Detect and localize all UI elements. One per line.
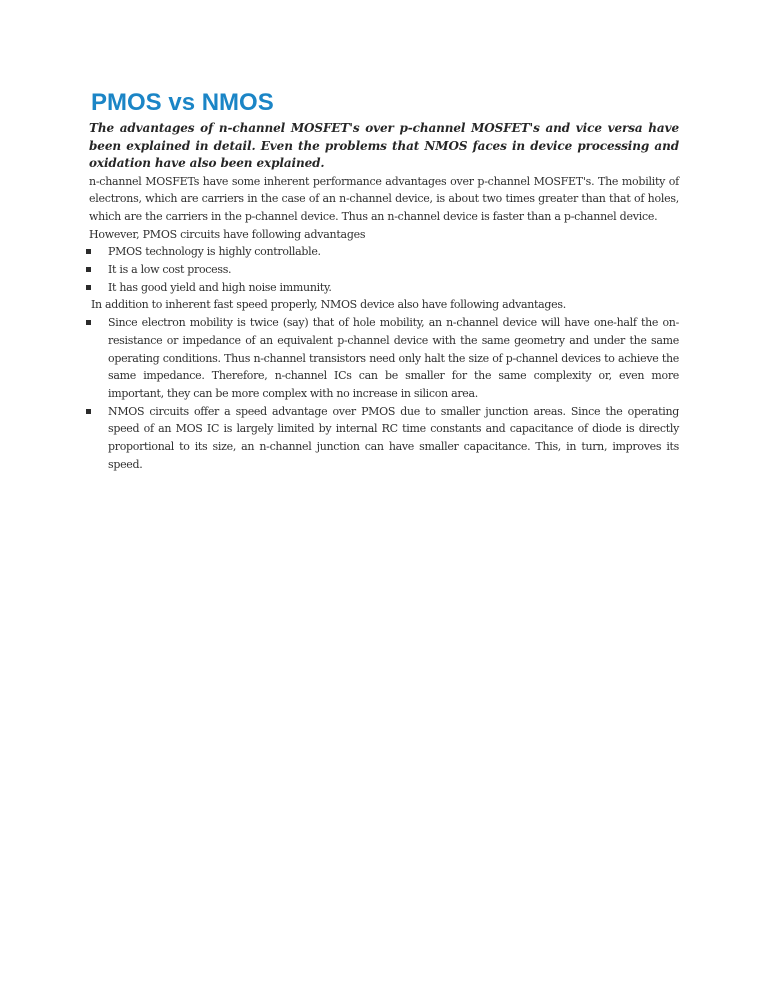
list-item: [89, 261, 679, 279]
bullet-square-icon: [86, 249, 91, 254]
intro-last-line: However, PMOS circuits have following advantages: [89, 227, 366, 241]
document-page: [89, 88, 679, 473]
bullet-square-icon: [86, 409, 91, 414]
bullet-square-icon: [86, 285, 91, 290]
intro-paragraph: n-channel MOSFETs have some inherent performance advantages over p-channel MOSFET's. The mobility of electrons, which are carriers in the case of an n-channel device, is about two times greater than that of holes, which are the carriers in the p-channel device. Thus an n-channel device is faster than a p-channel device.: [89, 174, 679, 223]
page-title: PMOS vs NMOS: [91, 89, 274, 116]
list-item-text: Since electron mobility is twice (say) that of hole mobility, an n-channel device will have one-half the on-resistance or impedance of an equivalent p-channel device with the same geometry and under the same operating conditions. Thus n-channel transistors need only halt the size of p-channel devices to achieve the same impedance. Therefore, n-channel ICs can be smaller for the same complexity or, even more important, they can be more complex with no increase in silicon area.: [108, 316, 679, 400]
list-item: [89, 403, 679, 474]
list-item: [89, 279, 679, 297]
list-item-text: It has good yield and high noise immunity.: [108, 280, 332, 294]
nmos-advantages-list: [89, 314, 679, 473]
pmos-advantages-list: [89, 243, 679, 296]
list-item: [89, 314, 679, 403]
bullet-square-icon: [86, 267, 91, 272]
list-item-text: It is a low cost process.: [108, 263, 232, 277]
lead-paragraph: The advantages of n-channel MOSFET's over p-channel MOSFET's and vice versa have been explained in detail. Even the problems that NMOS faces in device processing and oxidation have also been explained.: [89, 121, 679, 170]
list-item-text: NMOS circuits offer a speed advantage over PMOS due to smaller junction areas. Since the operating speed of an MOS IC is largely limited by internal RC time constants and capacitance of diode is directly proportional to its size, an n-channel junction can have smaller capacitance. This, in turn, improves its speed.: [108, 404, 679, 471]
nmos-intro-line: In addition to inherent fast speed properly, NMOS device also have following advantages.: [91, 298, 566, 312]
list-item: [89, 243, 679, 261]
bullet-square-icon: [86, 320, 91, 325]
list-item-text: PMOS technology is highly controllable.: [108, 245, 321, 259]
